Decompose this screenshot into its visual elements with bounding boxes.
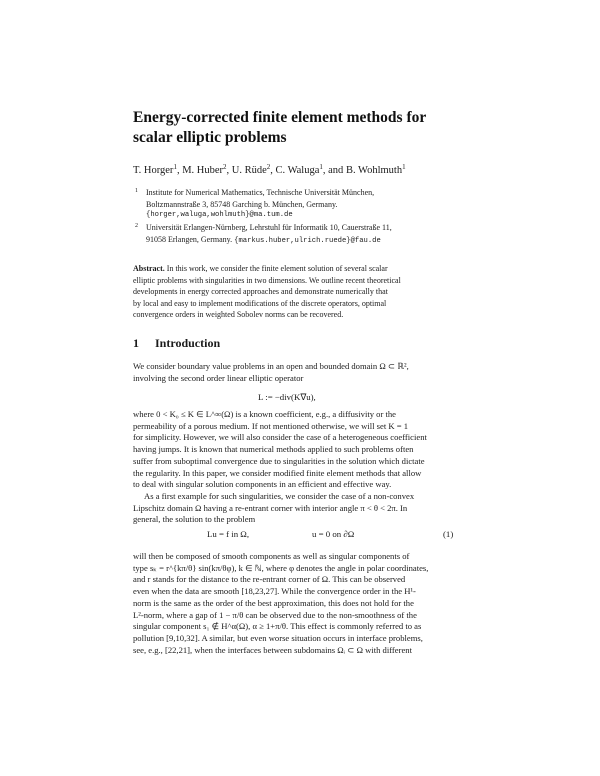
section-heading: 1 Introduction (133, 336, 221, 350)
paragraph: We consider boundary value problems in an open and bounded domain Ω ⊂ ℝ², involving the second order linear elliptic operator (133, 361, 409, 383)
paper-title (133, 108, 493, 148)
author: C. Waluga$^1$, and (275, 163, 346, 176)
paragraph: where 0 < K₀ ≤ K ∈ L^∞(Ω) is a known coefficient, e.g., a diffusivity or the permeability of a porous medium. If not mentioned otherwise, we will set K = 1 for simplicity. However, we will also consider the case of a heterogeneous coefficient having jumps. It is known that numerical methods applied to such problems often suffer from suboptimal convergence due to singularities in the solution which dictate the regularity. In this paper, we consider modified finite element methods that allow to deal with singular solution components in an efficient and effective way. (133, 409, 427, 490)
equation-number: (1) (443, 529, 454, 539)
title-line: Energy-corrected finite element methods for (133, 109, 427, 126)
abstract: Abstract. In this work, we consider the finite element solution of several scalar elliptic problems with singularities in two dimensions. We outline recent theoretical developments in energy corrected approaches and demonstrate numerically that by local and easy to implement modifications of the discrete operators, optimal convergence orders in weighted Sobolev norms can be recovered. (133, 264, 401, 319)
author: U. Rüde$^2$, (231, 163, 276, 176)
author-list (133, 164, 473, 178)
affiliation-1: 1 Institute for Numerical Mathematics, Technische Universität München, Boltzmannstraße 3, 85748 Garching b. München, Germany. {horger,waluga,wohlmuth}@ma.tum.de (133, 187, 473, 222)
author: T. Horger$^1$, (133, 163, 183, 176)
email: {markus.huber,ulrich.ruede}@fau.de (234, 236, 381, 245)
author: B. Wohlmuth$^1$ (345, 163, 406, 176)
author: M. Huber$^2$, (182, 163, 232, 176)
abstract-label: Abstract. (133, 264, 165, 273)
affiliation-2: 2 Universität Erlangen-Nürnberg, Lehrstuhl für Informatik 10, Cauerstraße 11, 91058 Erlangen, Germany. {markus.huber,ulrich.ruede}@fau.de (135, 223, 392, 245)
paragraph: will then be composed of smooth components as well as singular components of type sₖ = r^{kπ/θ} sin(kπ/θφ), k ∈ ℕ, where φ denotes the angle in polar coordinates, and r stands for the distance to the re-entrant corner of Ω. This can be observed even when the data are smooth [18,23,27]. While the convergence order in the H¹- norm is the same as the order of the best approximation, this does not hold for the L²-norm, where a gap of 1 − π/θ can be observed due to the non-smoothness of the singular component s₁ ∉ H^α(Ω), α ≥ 1+π/θ. This effect is commonly referred to as pollution [9,10,32]. A similar, but even worse situation occurs in interface problems, see, e.g., [22,21], when the interfaces between subdomains Ωᵢ ⊂ Ω with different (133, 551, 429, 655)
paragraph: As a first example for such singularities, we consider the case of a non-convex Lipschitz domain Ω having a re-entrant corner with interior angle π < θ < 2π. In general, the solution to the problem (133, 491, 415, 525)
title-line: scalar elliptic problems (133, 129, 287, 146)
equation-operator: L := −div(K∇u), (258, 392, 316, 402)
paper-page: Energy-corrected finite element methods for scalar elliptic problems T. Horger$^1$, M. Huber$^2$, U. Rüde$^2$, C. Waluga$^1$, and B. Wohlmuth$^1$ 1 Institute for Numerical Mathematics, Technische Universität München, Boltzmannstraße 3, 85748 Garching b. München, Germany. {horger,waluga,wohlmuth}@ma.tum.de 2 Universität Erlangen-Nürnberg, Lehrstuhl für Informatik 10, Cauerstraße 11, 91058 Erlangen, Germany. {markus.huber,ulrich.ruede}@fau.de Abstract. In this work, we consider the finite element solution of several scalar elliptic problems with singularities in two dimensions. We outline recent theoretical developments in energy corrected approaches and demonstrate numerically that by local and easy to implement modifications of the discrete operators, optimal convergence orders in weighted Sobolev norms can be recovered. 1 Introduction We consider boundary value problems in an open and bounded domain Ω ⊂ ℝ², involving the second order linear elliptic operator L := −div(K∇u), where 0 < K₀ ≤ K ∈ L^∞(Ω) is a known coefficient, e.g., a diffusivity or the permeability of a porous medium. If not mentioned otherwise, we will set K = 1 for simplicity. However, we will also consider the case of a heterogeneous coefficient having jumps. It is known that numerical methods applied to such problems often suffer from suboptimal convergence due to singularities in the solution which dictate the regularity. In this paper, we consider modified finite element methods that allow to deal with singular solution components in an efficient and effective way. As a first example for such singularities, we consider the case of a non-convex Lipschitz domain Ω having a re-entrant corner with interior angle π < θ < 2π. In general, the solution to the problem Lu = f in Ω, u = 0 on ∂Ω (1) will then be composed of smooth components as well as singular components of type sₖ = r^{kπ/θ} sin(kπ/θφ), k ∈ ℕ, where φ denotes the angle in polar coordinates, and r stands for the distance to the re-entrant corner of Ω. This can be observed even when the data are smooth [18,23,27]. While the convergence order in the H¹- norm is the same as the order of the best approximation, this does not hold for the L²-norm, where a gap of 1 − π/θ can be observed due to the non-smoothness of the singular component s₁ ∉ H^α(Ω), α ≥ 1+π/θ. This effect is commonly referred to as pollution [9,10,32]. A similar, but even worse situation occurs in interface problems, see, e.g., [22,21], when the interfaces between subdomains Ωᵢ ⊂ Ω with different (0, 0, 600, 776)
email: {horger,waluga,wohlmuth}@ma.tum.de (146, 211, 293, 219)
